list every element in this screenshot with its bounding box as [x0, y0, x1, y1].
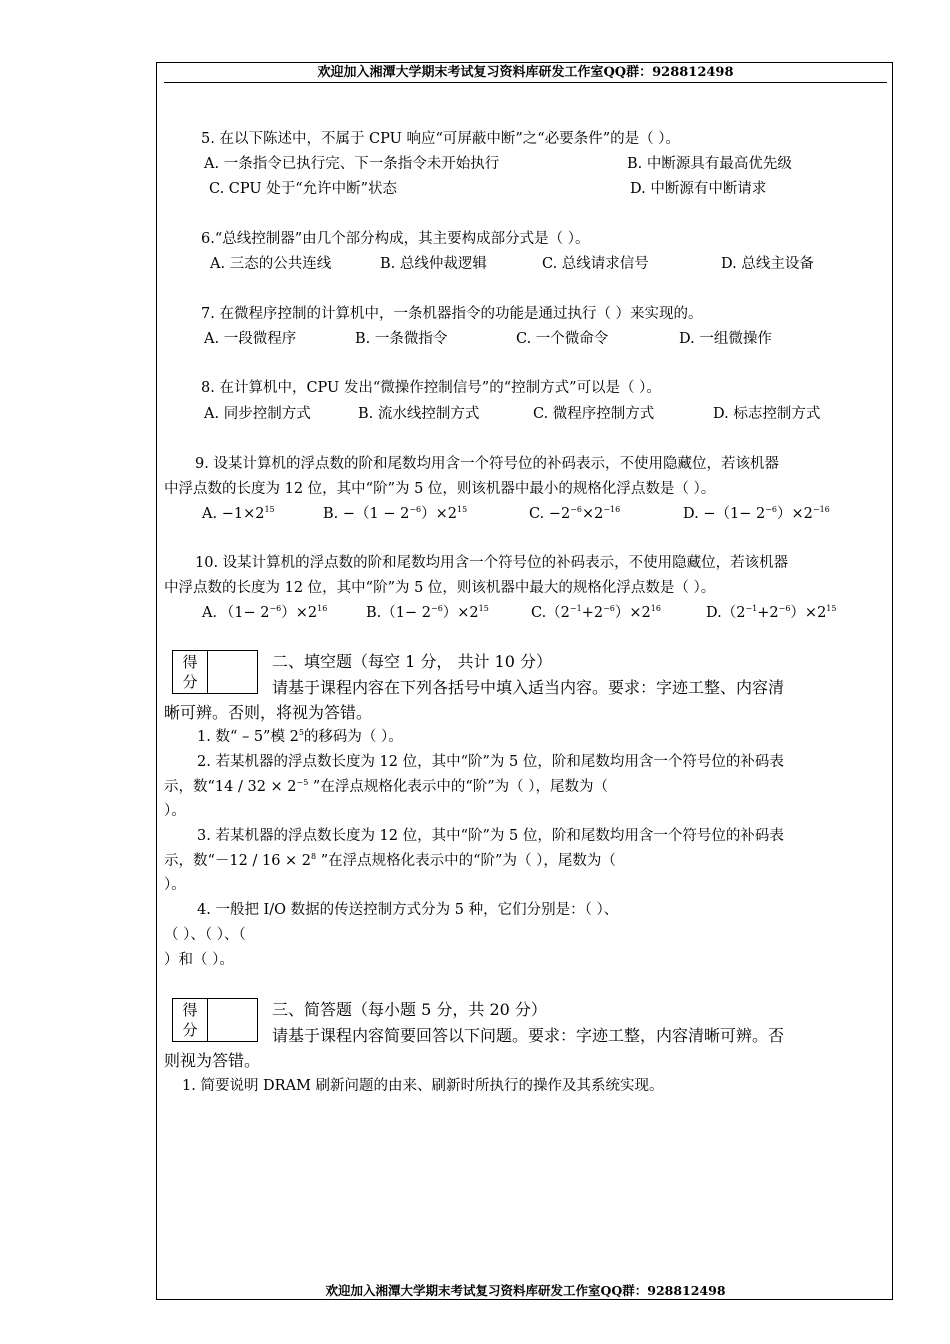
q6-option-c: C. 总线请求信号	[542, 256, 649, 272]
q10-option-d: $D.(2^{-1}+2^{-6})\times 2^{15}$	[706, 604, 837, 621]
short-answer-q1: 1. 简要说明 DRAM 刷新问题的由来、刷新时所执行的操作及其系统实现。	[182, 1078, 664, 1094]
score-label: 得 分	[173, 999, 208, 1042]
q7-option-d: D. 一组微操作	[679, 331, 772, 347]
score-label: 得 分	[173, 651, 208, 694]
q9-stem-line2: 中浮点数的长度为 12 位，其中“阶”为 5 位，则该机器中最小的规格化浮点数是（ ）。	[164, 481, 716, 497]
q9-option-c: C. $-2^{-6}\times 2^{-16}$	[529, 505, 621, 522]
fill-q4-line2: （ ）、（ ）、（	[164, 927, 246, 943]
q5-option-c: C. CPU 处于“允许中断”状态	[209, 181, 398, 197]
section2-title: 二、填空题（每空 1 分， 共计 10 分）	[272, 652, 552, 671]
q5-option-b: B. 中断源具有最高优先级	[627, 156, 792, 172]
page-footer: 欢迎加入湘潭大学期末考试复习资料库研发工作室QQ群：928812498	[325, 1283, 726, 1298]
section3-title: 三、简答题（每小题 5 分，共 20 分）	[272, 1000, 547, 1019]
q9-option-d: D. $-(1- 2^{-6})\times 2^{-16}$	[683, 505, 830, 522]
q5-stem: 5. 在以下陈述中，不属于 CPU 响应“可屏蔽中断”之“必要条件”的是（ ）。	[201, 131, 680, 147]
q8-option-d: D. 标志控制方式	[713, 406, 821, 422]
q6-option-b: B. 总线仲裁逻辑	[380, 256, 487, 272]
section2-instructions-line2: 晰可辨。否则，将视为答错。	[164, 703, 373, 722]
score-box-section3	[172, 998, 258, 1042]
fill-q4-line1: 4. 一般把 I/O 数据的传送控制方式分为 5 种，它们分别是：（ ）、	[197, 902, 619, 918]
fill-q3-line2: 示，数“$-12 / 16 \times 2^8$ ”在浮点规格化表示中的“阶”为（ ），尾数为（	[164, 852, 616, 869]
q5-option-a: A. 一条指令已执行完、下一条指令未开始执行	[204, 156, 500, 172]
q6-option-d: D. 总线主设备	[721, 256, 814, 272]
fill-q4-line3: ）和（ ）。	[164, 952, 234, 968]
fill-q2-line1: 2. 若某机器的浮点数长度为 12 位，其中“阶”为 5 位，阶和尾数均用含一个符号位的补码表	[197, 754, 784, 770]
q9-option-b: B. $-(1 - 2^{-6})\times 2^{15}$	[323, 505, 468, 522]
fill-q1: 1. 数“ – 5”模 $2^5$的移码为（ ）。	[197, 728, 403, 745]
q10-option-b: $B.(1- 2^{-6})\times 2^{15}$	[366, 604, 489, 621]
fill-q2-line2: 示，数“$14 / 32 \times 2^{-5}$ ”在浮点规格化表示中的“阶”为（ ），尾数为（	[164, 778, 609, 795]
section3-instructions-line1: 请基于课程内容简要回答以下问题。要求：字迹工整，内容清晰可辨。否	[272, 1026, 785, 1045]
q9-stem-line1: 9. 设某计算机的浮点数的阶和尾数均用含一个符号位的补码表示，不使用隐藏位，若该机器	[195, 456, 779, 472]
q10-stem-line2: 中浮点数的长度为 12 位，其中“阶”为 5 位，则该机器中最大的规格化浮点数是（ ）。	[164, 580, 716, 596]
fill-q2-line3: ）。	[164, 803, 186, 819]
page-header: 欢迎加入湘潭大学期末考试复习资料库研发工作室QQ群：928812498	[317, 65, 734, 80]
q6-stem: 6.“总线控制器”由几个部分构成，其主要构成部分式是（ ）。	[201, 231, 590, 247]
q6-option-a: A. 三态的公共连线	[210, 256, 332, 272]
q7-stem: 7. 在微程序控制的计算机中，一条机器指令的功能是通过执行（ ）来实现的。	[201, 306, 703, 322]
section2-instructions-line1: 请基于课程内容在下列各括号中填入适当内容。要求：字迹工整、内容清	[272, 678, 785, 697]
fill-q3-line3: ）。	[164, 877, 186, 893]
q8-stem: 8. 在计算机中，CPU 发出“微操作控制信号”的“控制方式”可以是（ ）。	[201, 380, 661, 396]
q7-option-b: B. 一条微指令	[355, 331, 448, 347]
fill-q3-line1: 3. 若某机器的浮点数长度为 12 位，其中“阶”为 5 位，阶和尾数均用含一个符号位的补码表	[197, 828, 784, 844]
q8-option-b: B. 流水线控制方式	[358, 406, 480, 422]
header-rule	[164, 82, 887, 83]
section3-instructions-line2: 则视为答错。	[164, 1051, 261, 1070]
q7-option-c: C. 一个微命令	[516, 331, 609, 347]
q9-option-a: A. $-1\times 2^{15}$	[202, 505, 275, 522]
q7-option-a: A. 一段微程序	[204, 331, 297, 347]
score-box-section2	[172, 650, 258, 694]
q10-stem-line1: 10. 设某计算机的浮点数的阶和尾数均用含一个符号位的补码表示，不使用隐藏位，若该机器	[195, 555, 789, 571]
q8-option-c: C. 微程序控制方式	[533, 406, 655, 422]
q10-option-a: A．$(1- 2^{-6})\times 2^{16}$	[202, 604, 328, 621]
q5-option-d: D. 中断源有中断请求	[630, 181, 767, 197]
q8-option-a: A. 同步控制方式	[204, 406, 311, 422]
q10-option-c: $C.(2^{-1}+2^{-6})\times 2^{16}$	[531, 604, 661, 621]
